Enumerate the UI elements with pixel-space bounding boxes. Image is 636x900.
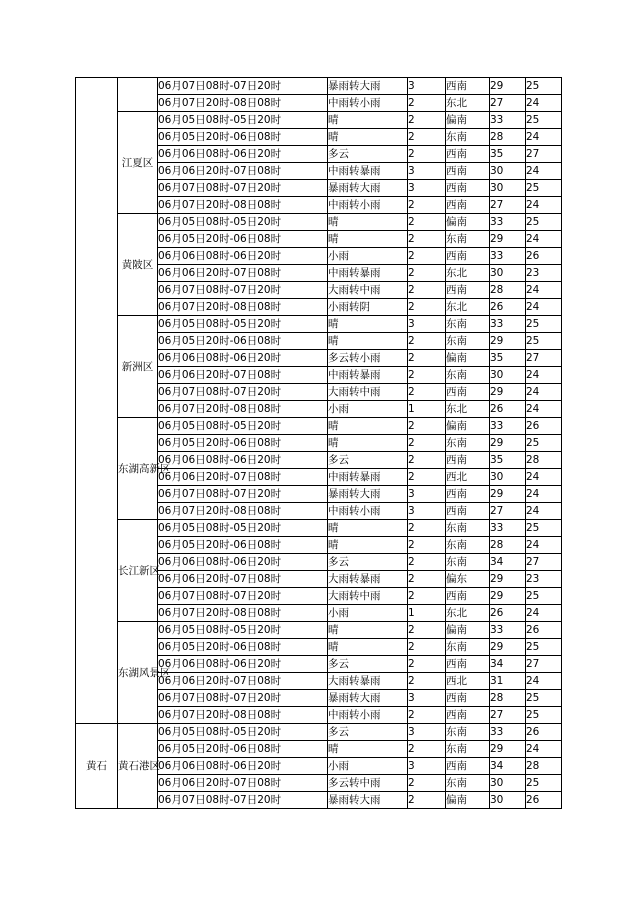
district-cell: 东湖高新区 [118, 418, 158, 520]
table-row [76, 78, 562, 95]
high-temp-cell: 33 [490, 316, 526, 333]
wind-level-cell: 2 [408, 299, 446, 316]
high-temp-cell: 30 [490, 469, 526, 486]
wind-level-cell: 2 [408, 639, 446, 656]
high-temp-cell: 35 [490, 452, 526, 469]
district-cell: 黄陂区 [118, 214, 158, 316]
wind-direction-cell: 西南 [446, 282, 490, 299]
low-temp-cell: 28 [526, 452, 562, 469]
wind-direction-cell: 东南 [446, 129, 490, 146]
high-temp-cell: 30 [490, 367, 526, 384]
wind-direction-cell: 偏南 [446, 350, 490, 367]
low-temp-cell: 28 [526, 758, 562, 775]
weather-cell: 多云 [328, 146, 408, 163]
wind-direction-cell: 东南 [446, 775, 490, 792]
district-cell: 江夏区 [118, 112, 158, 214]
forecast-time-cell: 06月07日20时-08日08时 [158, 299, 328, 316]
table-row [76, 112, 562, 129]
wind-direction-cell: 东南 [446, 367, 490, 384]
forecast-time-cell: 06月05日08时-05日20时 [158, 214, 328, 231]
table-row [76, 214, 562, 231]
wind-level-cell: 2 [408, 588, 446, 605]
low-temp-cell: 25 [526, 775, 562, 792]
table-row [76, 316, 562, 333]
high-temp-cell: 33 [490, 418, 526, 435]
wind-level-cell: 3 [408, 724, 446, 741]
high-temp-cell: 27 [490, 197, 526, 214]
district-cell: 长江新区 [118, 520, 158, 622]
low-temp-cell: 24 [526, 741, 562, 758]
low-temp-cell: 24 [526, 401, 562, 418]
weather-cell: 晴 [328, 520, 408, 537]
city-cell: 黄石 [76, 724, 118, 809]
wind-level-cell: 2 [408, 197, 446, 214]
forecast-time-cell: 06月07日08时-07日20时 [158, 690, 328, 707]
district-cell: 新洲区 [118, 316, 158, 418]
wind-level-cell: 2 [408, 537, 446, 554]
district-cell: 东湖风景区 [118, 622, 158, 724]
wind-direction-cell: 偏南 [446, 112, 490, 129]
high-temp-cell: 26 [490, 605, 526, 622]
wind-level-cell: 2 [408, 248, 446, 265]
forecast-time-cell: 06月06日20时-07日08时 [158, 673, 328, 690]
high-temp-cell: 26 [490, 401, 526, 418]
low-temp-cell: 26 [526, 418, 562, 435]
forecast-time-cell: 06月05日20时-06日08时 [158, 333, 328, 350]
wind-direction-cell: 东南 [446, 724, 490, 741]
wind-level-cell: 2 [408, 282, 446, 299]
city-cell [76, 78, 118, 724]
forecast-time-cell: 06月06日20时-07日08时 [158, 367, 328, 384]
wind-direction-cell: 西北 [446, 469, 490, 486]
low-temp-cell: 27 [526, 350, 562, 367]
high-temp-cell: 29 [490, 384, 526, 401]
wind-level-cell: 2 [408, 112, 446, 129]
low-temp-cell: 26 [526, 622, 562, 639]
weather-cell: 晴 [328, 231, 408, 248]
low-temp-cell: 24 [526, 469, 562, 486]
low-temp-cell: 24 [526, 95, 562, 112]
high-temp-cell: 28 [490, 282, 526, 299]
wind-direction-cell: 偏南 [446, 214, 490, 231]
forecast-time-cell: 06月07日08时-07日20时 [158, 282, 328, 299]
high-temp-cell: 28 [490, 129, 526, 146]
weather-cell: 暴雨转大雨 [328, 690, 408, 707]
forecast-time-cell: 06月06日20时-07日08时 [158, 469, 328, 486]
wind-direction-cell: 西南 [446, 758, 490, 775]
weather-cell: 大雨转暴雨 [328, 673, 408, 690]
forecast-time-cell: 06月06日20时-07日08时 [158, 265, 328, 282]
weather-cell: 中雨转小雨 [328, 503, 408, 520]
low-temp-cell: 23 [526, 265, 562, 282]
forecast-time-cell: 06月05日08时-05日20时 [158, 622, 328, 639]
high-temp-cell: 29 [490, 571, 526, 588]
weather-cell: 多云转中雨 [328, 775, 408, 792]
weather-cell: 中雨转小雨 [328, 707, 408, 724]
weather-cell: 暴雨转大雨 [328, 78, 408, 95]
wind-direction-cell: 东南 [446, 316, 490, 333]
wind-direction-cell: 西南 [446, 248, 490, 265]
low-temp-cell: 25 [526, 690, 562, 707]
forecast-time-cell: 06月07日20时-08日08时 [158, 707, 328, 724]
high-temp-cell: 30 [490, 265, 526, 282]
wind-direction-cell: 西南 [446, 163, 490, 180]
wind-level-cell: 1 [408, 605, 446, 622]
weather-cell: 晴 [328, 129, 408, 146]
wind-level-cell: 3 [408, 690, 446, 707]
wind-direction-cell: 西北 [446, 673, 490, 690]
forecast-time-cell: 06月06日20时-07日08时 [158, 163, 328, 180]
wind-direction-cell: 东南 [446, 537, 490, 554]
weather-cell: 多云 [328, 452, 408, 469]
forecast-time-cell: 06月05日20时-06日08时 [158, 741, 328, 758]
low-temp-cell: 27 [526, 554, 562, 571]
high-temp-cell: 29 [490, 333, 526, 350]
weather-cell: 中雨转暴雨 [328, 163, 408, 180]
low-temp-cell: 24 [526, 231, 562, 248]
forecast-time-cell: 06月05日20时-06日08时 [158, 435, 328, 452]
wind-direction-cell: 偏南 [446, 792, 490, 809]
weather-cell: 晴 [328, 741, 408, 758]
wind-level-cell: 3 [408, 758, 446, 775]
forecast-time-cell: 06月06日08时-06日20时 [158, 248, 328, 265]
wind-direction-cell: 东北 [446, 401, 490, 418]
weather-cell: 晴 [328, 418, 408, 435]
low-temp-cell: 25 [526, 333, 562, 350]
low-temp-cell: 25 [526, 316, 562, 333]
low-temp-cell: 24 [526, 299, 562, 316]
low-temp-cell: 25 [526, 435, 562, 452]
forecast-time-cell: 06月06日08时-06日20时 [158, 554, 328, 571]
wind-level-cell: 2 [408, 775, 446, 792]
forecast-time-cell: 06月05日08时-05日20时 [158, 520, 328, 537]
forecast-time-cell: 06月07日08时-07日20时 [158, 792, 328, 809]
forecast-time-cell: 06月05日20时-06日08时 [158, 129, 328, 146]
low-temp-cell: 24 [526, 384, 562, 401]
high-temp-cell: 35 [490, 146, 526, 163]
wind-level-cell: 2 [408, 418, 446, 435]
high-temp-cell: 28 [490, 537, 526, 554]
high-temp-cell: 27 [490, 503, 526, 520]
low-temp-cell: 25 [526, 180, 562, 197]
low-temp-cell: 24 [526, 673, 562, 690]
weather-cell: 大雨转暴雨 [328, 571, 408, 588]
weather-cell: 小雨转阴 [328, 299, 408, 316]
wind-level-cell: 2 [408, 367, 446, 384]
wind-level-cell: 2 [408, 673, 446, 690]
forecast-time-cell: 06月07日08时-07日20时 [158, 78, 328, 95]
wind-direction-cell: 偏东 [446, 571, 490, 588]
wind-level-cell: 2 [408, 452, 446, 469]
high-temp-cell: 27 [490, 707, 526, 724]
forecast-time-cell: 06月06日08时-06日20时 [158, 350, 328, 367]
wind-level-cell: 2 [408, 622, 446, 639]
weather-cell: 小雨 [328, 605, 408, 622]
weather-cell: 大雨转中雨 [328, 384, 408, 401]
weather-cell: 大雨转中雨 [328, 282, 408, 299]
low-temp-cell: 27 [526, 146, 562, 163]
weather-cell: 晴 [328, 214, 408, 231]
wind-direction-cell: 东南 [446, 435, 490, 452]
wind-direction-cell: 东南 [446, 741, 490, 758]
forecast-time-cell: 06月05日08时-05日20时 [158, 724, 328, 741]
high-temp-cell: 29 [490, 486, 526, 503]
wind-level-cell: 2 [408, 333, 446, 350]
high-temp-cell: 27 [490, 95, 526, 112]
wind-level-cell: 3 [408, 486, 446, 503]
high-temp-cell: 33 [490, 248, 526, 265]
weather-cell: 多云 [328, 656, 408, 673]
high-temp-cell: 33 [490, 112, 526, 129]
table-row [76, 622, 562, 639]
wind-level-cell: 3 [408, 163, 446, 180]
weather-cell: 暴雨转大雨 [328, 792, 408, 809]
low-temp-cell: 24 [526, 605, 562, 622]
forecast-time-cell: 06月06日08时-06日20时 [158, 656, 328, 673]
forecast-time-cell: 06月05日20时-06日08时 [158, 537, 328, 554]
weather-cell: 中雨转暴雨 [328, 265, 408, 282]
weather-cell: 晴 [328, 639, 408, 656]
forecast-time-cell: 06月05日08时-05日20时 [158, 112, 328, 129]
high-temp-cell: 34 [490, 758, 526, 775]
high-temp-cell: 29 [490, 435, 526, 452]
district-cell: 黄石港区 [118, 724, 158, 809]
low-temp-cell: 24 [526, 537, 562, 554]
wind-level-cell: 2 [408, 554, 446, 571]
wind-level-cell: 2 [408, 435, 446, 452]
low-temp-cell: 24 [526, 486, 562, 503]
weather-cell: 小雨 [328, 401, 408, 418]
low-temp-cell: 27 [526, 656, 562, 673]
forecast-time-cell: 06月07日20时-08日08时 [158, 95, 328, 112]
low-temp-cell: 24 [526, 197, 562, 214]
wind-direction-cell: 偏南 [446, 418, 490, 435]
forecast-time-cell: 06月05日08时-05日20时 [158, 316, 328, 333]
low-temp-cell: 24 [526, 129, 562, 146]
wind-level-cell: 2 [408, 350, 446, 367]
low-temp-cell: 25 [526, 214, 562, 231]
wind-level-cell: 2 [408, 656, 446, 673]
wind-direction-cell: 西南 [446, 146, 490, 163]
wind-direction-cell: 东北 [446, 95, 490, 112]
forecast-time-cell: 06月07日20时-08日08时 [158, 605, 328, 622]
wind-direction-cell: 偏南 [446, 622, 490, 639]
wind-level-cell: 2 [408, 792, 446, 809]
wind-direction-cell: 东北 [446, 265, 490, 282]
wind-direction-cell: 东南 [446, 639, 490, 656]
wind-direction-cell: 东北 [446, 605, 490, 622]
low-temp-cell: 25 [526, 112, 562, 129]
high-temp-cell: 35 [490, 350, 526, 367]
wind-level-cell: 1 [408, 401, 446, 418]
weather-cell: 晴 [328, 333, 408, 350]
high-temp-cell: 30 [490, 180, 526, 197]
wind-level-cell: 2 [408, 95, 446, 112]
low-temp-cell: 25 [526, 78, 562, 95]
forecast-time-cell: 06月07日20时-08日08时 [158, 401, 328, 418]
high-temp-cell: 28 [490, 690, 526, 707]
weather-cell: 中雨转小雨 [328, 197, 408, 214]
forecast-time-cell: 06月07日20时-08日08时 [158, 503, 328, 520]
forecast-time-cell: 06月07日08时-07日20时 [158, 486, 328, 503]
wind-direction-cell: 西南 [446, 588, 490, 605]
high-temp-cell: 33 [490, 214, 526, 231]
high-temp-cell: 34 [490, 554, 526, 571]
high-temp-cell: 29 [490, 231, 526, 248]
weather-cell: 中雨转暴雨 [328, 469, 408, 486]
wind-direction-cell: 东北 [446, 299, 490, 316]
weather-cell: 暴雨转大雨 [328, 180, 408, 197]
wind-direction-cell: 东南 [446, 231, 490, 248]
low-temp-cell: 24 [526, 503, 562, 520]
table-row [76, 520, 562, 537]
high-temp-cell: 29 [490, 588, 526, 605]
wind-direction-cell: 东南 [446, 520, 490, 537]
low-temp-cell: 26 [526, 248, 562, 265]
wind-direction-cell: 西南 [446, 707, 490, 724]
weather-cell: 小雨 [328, 248, 408, 265]
forecast-time-cell: 06月06日20时-07日08时 [158, 571, 328, 588]
wind-level-cell: 3 [408, 78, 446, 95]
low-temp-cell: 24 [526, 282, 562, 299]
weather-cell: 大雨转中雨 [328, 588, 408, 605]
forecast-time-cell: 06月05日20时-06日08时 [158, 639, 328, 656]
wind-level-cell: 2 [408, 146, 446, 163]
low-temp-cell: 25 [526, 588, 562, 605]
wind-direction-cell: 西南 [446, 656, 490, 673]
high-temp-cell: 33 [490, 724, 526, 741]
weather-cell: 暴雨转大雨 [328, 486, 408, 503]
high-temp-cell: 30 [490, 792, 526, 809]
wind-direction-cell: 西南 [446, 503, 490, 520]
forecast-time-cell: 06月07日08时-07日20时 [158, 180, 328, 197]
low-temp-cell: 25 [526, 639, 562, 656]
high-temp-cell: 31 [490, 673, 526, 690]
high-temp-cell: 26 [490, 299, 526, 316]
district-cell [118, 78, 158, 112]
table-row [76, 724, 562, 741]
wind-direction-cell: 东南 [446, 333, 490, 350]
forecast-time-cell: 06月06日08时-06日20时 [158, 452, 328, 469]
wind-level-cell: 2 [408, 265, 446, 282]
weather-cell: 晴 [328, 435, 408, 452]
forecast-time-cell: 06月06日08时-06日20时 [158, 758, 328, 775]
wind-level-cell: 2 [408, 741, 446, 758]
forecast-time-cell: 06月06日08时-06日20时 [158, 146, 328, 163]
wind-level-cell: 2 [408, 231, 446, 248]
wind-direction-cell: 西南 [446, 197, 490, 214]
high-temp-cell: 29 [490, 741, 526, 758]
low-temp-cell: 24 [526, 367, 562, 384]
high-temp-cell: 34 [490, 656, 526, 673]
forecast-time-cell: 06月07日08时-07日20时 [158, 588, 328, 605]
wind-direction-cell: 西南 [446, 690, 490, 707]
wind-level-cell: 3 [408, 180, 446, 197]
weather-cell: 晴 [328, 622, 408, 639]
wind-level-cell: 2 [408, 707, 446, 724]
wind-level-cell: 2 [408, 469, 446, 486]
wind-level-cell: 2 [408, 520, 446, 537]
wind-direction-cell: 西南 [446, 384, 490, 401]
wind-direction-cell: 西南 [446, 486, 490, 503]
weather-cell: 晴 [328, 316, 408, 333]
weather-cell: 多云 [328, 724, 408, 741]
weather-cell: 多云转小雨 [328, 350, 408, 367]
high-temp-cell: 33 [490, 520, 526, 537]
wind-level-cell: 2 [408, 214, 446, 231]
weather-cell: 小雨 [328, 758, 408, 775]
low-temp-cell: 23 [526, 571, 562, 588]
wind-direction-cell: 东南 [446, 554, 490, 571]
weather-cell: 晴 [328, 112, 408, 129]
wind-level-cell: 3 [408, 503, 446, 520]
high-temp-cell: 30 [490, 163, 526, 180]
wind-direction-cell: 西南 [446, 78, 490, 95]
low-temp-cell: 24 [526, 163, 562, 180]
low-temp-cell: 26 [526, 724, 562, 741]
wind-level-cell: 2 [408, 571, 446, 588]
high-temp-cell: 33 [490, 622, 526, 639]
wind-level-cell: 3 [408, 316, 446, 333]
high-temp-cell: 30 [490, 775, 526, 792]
high-temp-cell: 29 [490, 639, 526, 656]
forecast-time-cell: 06月05日20时-06日08时 [158, 231, 328, 248]
wind-level-cell: 2 [408, 384, 446, 401]
wind-level-cell: 2 [408, 129, 446, 146]
forecast-table [75, 77, 562, 809]
weather-cell: 中雨转小雨 [328, 95, 408, 112]
forecast-time-cell: 06月07日08时-07日20时 [158, 384, 328, 401]
high-temp-cell: 29 [490, 78, 526, 95]
wind-direction-cell: 西南 [446, 452, 490, 469]
forecast-time-cell: 06月06日20时-07日08时 [158, 775, 328, 792]
table-row [76, 418, 562, 435]
low-temp-cell: 26 [526, 792, 562, 809]
wind-direction-cell: 西南 [446, 180, 490, 197]
weather-cell: 多云 [328, 554, 408, 571]
weather-cell: 中雨转暴雨 [328, 367, 408, 384]
weather-cell: 晴 [328, 537, 408, 554]
low-temp-cell: 25 [526, 707, 562, 724]
forecast-time-cell: 06月07日20时-08日08时 [158, 197, 328, 214]
low-temp-cell: 25 [526, 520, 562, 537]
forecast-time-cell: 06月05日08时-05日20时 [158, 418, 328, 435]
forecast-table-body [76, 78, 562, 809]
